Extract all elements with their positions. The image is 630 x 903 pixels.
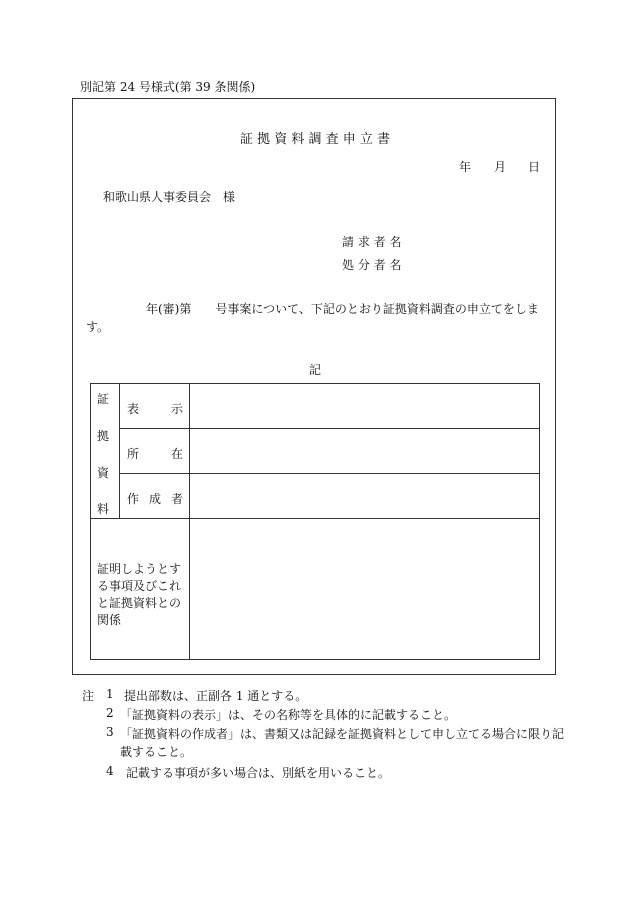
evidence-table — [90, 383, 540, 660]
col-divider-label — [189, 384, 190, 659]
row-label-display — [127, 400, 183, 417]
note-text: 載すること。 — [120, 745, 193, 759]
date-day: 日 — [528, 160, 541, 174]
row-divider-1 — [119, 428, 539, 429]
note-text: 「証拠資料の表示」は、その名称等を具体的に記載すること。 — [120, 708, 457, 722]
claimant-name-label: 請 求 者 名 — [342, 235, 402, 249]
respondent-name-label: 処 分 者 名 — [342, 258, 402, 272]
row-label-location — [127, 445, 183, 462]
purpose-value[interactable] — [195, 530, 531, 650]
purpose-label-line: る事項及びこれ — [97, 579, 182, 593]
group-label-char: 拠 — [97, 429, 110, 443]
purpose-label-line: 証明しようとす — [97, 562, 182, 576]
label-char: 示 — [170, 402, 183, 416]
row-value-author[interactable] — [195, 490, 531, 508]
label-char: 表 — [127, 402, 140, 416]
label-char: 作 — [127, 492, 140, 506]
note-number: 3 — [106, 725, 114, 739]
date-month: 月 — [494, 160, 507, 174]
label-char: 者 — [170, 492, 183, 506]
row-value-location[interactable] — [195, 445, 531, 463]
note-text: 記載する事項が多い場合は、別紙を用いること。 — [126, 766, 391, 780]
label-char: 成 — [148, 492, 161, 506]
row-divider-2 — [119, 473, 539, 474]
body-text-line-2: す。 — [86, 320, 110, 334]
group-label-char: 資 — [97, 466, 110, 480]
col-divider-group — [119, 384, 120, 518]
note-number: 4 — [106, 764, 114, 778]
row-label-author — [127, 490, 183, 507]
note-number: 2 — [106, 706, 114, 720]
body-text-line-1: 年(審)第 号事案について、下記のとおり証拠資料調査の申立てをしま — [146, 302, 539, 316]
note-number: 1 — [106, 687, 114, 701]
label-char: 所 — [127, 447, 140, 461]
note-text: 「証拠資料の作成者」は、書類又は記録を証拠資料として申し立てる場合に限り記 — [120, 727, 565, 741]
purpose-label-line: 関係 — [97, 613, 122, 627]
ki-label: 記 — [308, 363, 321, 377]
row-value-display[interactable] — [195, 400, 531, 418]
row-divider-3 — [91, 518, 539, 519]
form-title: 証 拠 資 料 調 査 申 立 書 — [239, 132, 391, 147]
form-reference: 別記第 24 号様式(第 39 条関係) — [80, 80, 256, 94]
note-text: 提出部数は、正副各 1 通とする。 — [124, 689, 308, 703]
group-label-char: 証 — [97, 392, 110, 406]
label-char: 在 — [170, 447, 183, 461]
date-year: 年 — [459, 160, 472, 174]
purpose-label-line: と証拠資料との — [97, 596, 182, 610]
notes-heading: 注 — [82, 689, 95, 703]
group-label-char: 料 — [97, 502, 110, 516]
addressee: 和歌山県人事委員会 様 — [103, 190, 236, 204]
